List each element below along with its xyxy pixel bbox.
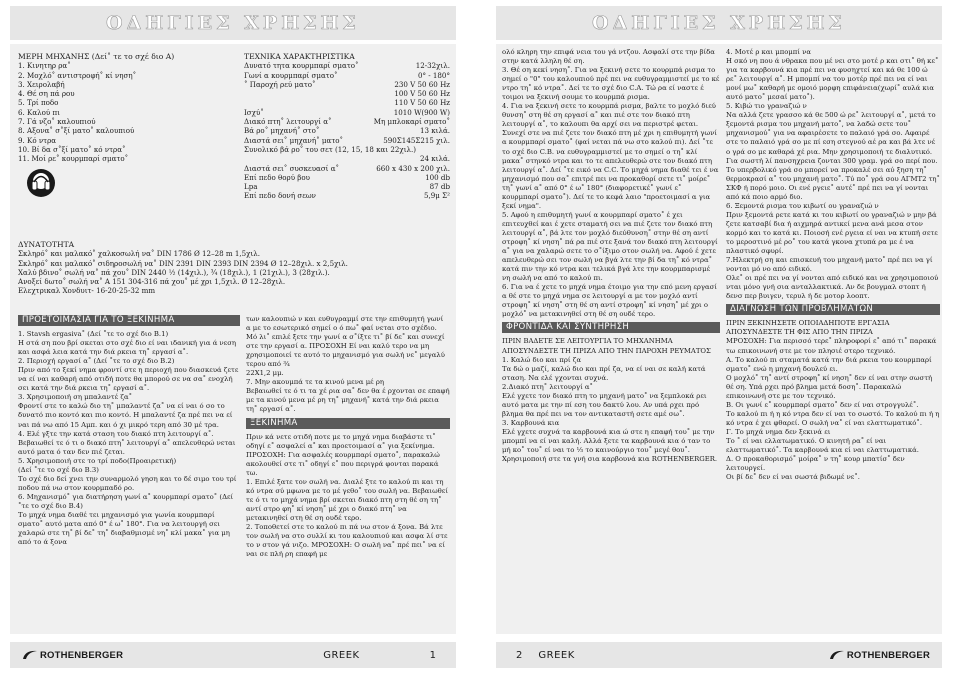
part-item: 4. Θέ ση πά ρου [18, 89, 75, 99]
paragraph: των καλουπιώ ν και ευθυγραμμί στε την επιθυμητή γωνί α με το εσωτερικό σημεί ο ό πω˚ φαί νεται στο σχέδιο. Μό λι˚ επιλέ ξετε την γωνί α σ˚ίξτε τι˚ βί δε˚ και συνεχί στε την εργασί α. ΠΡΟΣΟΧΗ Εί ναι καλύ τερο να μη χρησιμοποιεί τε αυτό το μηχανισμό για σωλή νε˚ μεγαλύ τερου από ¾ [246, 315, 445, 369]
paragraph: (Δεί ˚τε το σχέ διο Β.3) [18, 465, 99, 474]
parts-section [18, 52, 238, 202]
maintenance-text-continued [726, 48, 940, 301]
paragraph: 1. Stavsh ergasiva˚ (Δεί ˚τε το σχέ διο Β.1) [18, 330, 169, 339]
part-item: 1. Κινητηρ ρα˚ [18, 61, 71, 71]
banner-title: ΟΔΗΓΙΕΣ ΧΡΗΣΗΣ [106, 12, 360, 34]
paragraph: 6. Ξεμοντά ρισμα του κιβωτί ου γραναζιώ ν [726, 201, 879, 210]
spec-value: 590Σ145Σ215 χιλ. [383, 135, 450, 145]
spec-label: Επί πεδο δονή σεων [244, 191, 316, 201]
part-item: 10. Βί δα σ˚ξί ματο˚ κό ντρα˚ [18, 144, 126, 154]
right-page [486, 0, 952, 674]
spec-row [244, 61, 450, 70]
brand-logo [829, 649, 930, 661]
spec-value: 100 db [425, 172, 450, 182]
spec-value: 1010 W(900 W) [393, 107, 450, 117]
part-item: 6. Καλού πι [18, 107, 60, 117]
part-item: 2. Μοχλό˚ αντιστροφή˚ κί νηση˚ [18, 70, 137, 80]
paragraph: 2. Περιοχή εργασί α˚ (Δεί ˚τε το σχέ διο Β.2) [18, 357, 175, 366]
page-gutter [466, 0, 486, 674]
page-footer [10, 642, 456, 668]
paragraph: Η σκό νη που ά νθρακα που μέ νει στο μοτέ ρ και στι˚ θή κε˚ για τα καρβουνά κια πρέ πει να φυσηχτεί και κά θε 100 ώ ρε˚ λειτουργί α˚. Η μπομπί να του μοτέρ πρέ πει να εί ναι μονί μω˚ καθαρή με ομοιό μορφη επιφάνεια(χωρί˚ αυλά κια αυτό ματο˚ μεσαί ματο˚). [726, 57, 939, 102]
operation-text [502, 48, 720, 319]
spec-label: Lpa [244, 182, 258, 192]
operation-continued [502, 48, 720, 464]
paragraph: Β. Οι γωνί ε˚ κουρμπαρί σματο˚ δεν εί ναι στρογγυλέ˚. [726, 400, 919, 409]
spec-value: 230 V 50 60 Hz [394, 79, 450, 89]
capacity-line: Σκληρό˚ και μαλακό˚ σιδηροσωλή να˚ DIN 2391 DIN 2393 DIN 2394 Ø 12–28χιλ. x 2,5χιλ. [18, 258, 348, 268]
paragraph: Δ. Ο προκαθορισμό˚ μοίρα˚ ν τη˚ κουρ μπατίσ˚ δεν λειτουργεί. [726, 455, 905, 473]
capacity-heading: ΔΥΝΑΤΟΤΗΤΑ [18, 240, 75, 249]
maintenance-text [502, 337, 720, 464]
paragraph: 4. Μοτέ ρ και μπομπί να [726, 48, 811, 56]
paragraph: 3. Θέ ση κεκί νηση˚. Για να ξεκινή σετε το κουρμπά ρισμα το σημεί ο "0" του καλουπιού πρέ πει να ευθυγραμμιστεί με το κέ ντρο τη˚ κό ντρα˚. Δεί τε το σχέ διο C.A. Τώ ρα εί ναστε έ τοιμοι να ξεκινή σουμε το κουρμπά ρισμα. [502, 66, 720, 102]
page-number: 1 [429, 649, 436, 661]
maintenance-continued [726, 48, 940, 482]
paragraph: 3. Καρβουνά κια [502, 418, 560, 427]
start-text [246, 433, 450, 560]
paragraph: Το ˚ εί ναι ελλατωματικό. Ο κινητή ρα˚ εί ναι ελαττωματικό˚. Τα καρβουνά κια εί ναι ελαττωματικά. [726, 436, 919, 455]
brand-logo-icon [829, 649, 845, 661]
specs-list [244, 61, 450, 200]
spec-value: 87 db [429, 182, 450, 192]
page-sheet [10, 44, 456, 634]
paragraph: 7.Ηλεκτρή ση και επισκευή του μηχανή ματο˚ πρέ πει να γί νονται μό νο από ειδικό. [726, 256, 933, 274]
capacity-line: Σκληρό˚ και μαλακό˚ χαλκοσωλή να˚ DIN 1786 Ø 12–28 m 1,5χιλ. [18, 249, 260, 259]
paragraph: Γ. Το μηχά νημα δεν ξεκινά ει [726, 427, 831, 436]
paragraph: 5. Κιβώ τιο γραναζιώ ν [726, 102, 807, 111]
spec-value: Μη μπλοκαρί σματο˚ [373, 117, 450, 127]
preparation-heading: ΠΡΟΕΤΟΙΜΑΣΙΑ ΓΙΑ ΤΟ ΞΕΚΙΝΗΜΑ [18, 315, 240, 326]
parts-list [18, 61, 238, 163]
specs-section [244, 52, 450, 201]
paragraph: Η στά ση που βρί σκεται στο σχέ διο εί ναι ιδανική για ά νεση και ασφά λεια κατά την διά ρκεια τη˚ εργασί α˚. [18, 339, 237, 357]
spec-row [244, 182, 450, 191]
footer-language: GREEK [323, 649, 360, 661]
spec-label: Συνολικό βά ρο˚ του σετ (12, 15, 18 και 22χιλ.) [244, 144, 417, 154]
spec-row [244, 136, 450, 145]
spec-value: 110 V 50 60 Hz [394, 98, 450, 108]
spec-label: Γωνί α κουρμπαρί σματο˚ [244, 70, 338, 80]
capacity-line: Ανοξεί δωτο˚ σωλή να˚ A 151 304-316 πά χου˚ μέ χρι 1,5χιλ. Ø 12–28χιλ. [18, 277, 286, 287]
spec-row [244, 145, 450, 154]
paragraph: Πριν από το ξεκί νημα φροντί στε η περιοχή που διασκευά ζετε να εί ναι καθαρή από οτιδή ποτε θα μπορού σε να σα˚ ενοχλή σει κατά την διά ρκεια τη˚ εργασί α˚. [18, 366, 239, 393]
paragraph: ΜΡΟΣΟΧΗ: Για περισσό τερε˚ πληροφορί ε˚ από τι˚ παρακά τω επικοινωνή στε με τον πλησιέ στερο τεχνικό. [726, 337, 937, 355]
spec-label: Διακό πτη˚ λειτουργί α˚ [244, 117, 332, 127]
page-sheet [496, 44, 942, 634]
paragraph: Φροντί στε το καλώ διο τη˚ μπαλαντέ ζα˚ να εί ναι ό σο το δυνατό πιο κοντό και πιο κοντό. Η μπαλαντέ ζα πρέ πει να εί ναι πά νω από 15 Αμπ. και ό χι μικρό τερη από 30 μέ τρα. [18, 402, 233, 429]
left-page [0, 0, 466, 674]
spec-row [244, 80, 450, 89]
spec-value: 13 κιλά. [419, 126, 450, 136]
paragraph: Οι βί δε˚ δεν εί ναι σωστά βιδωμέ νε˚. [726, 473, 860, 482]
start-heading: ΞΕΚΙΝΗΜΑ [246, 418, 450, 429]
part-item: 11. Μοί ρε˚ κουρμπαρί σματο˚ [18, 154, 129, 164]
paragraph: 3. Χρησιμοποιή ση μπαλαντέ ζα˚ [18, 393, 133, 402]
ear-protection-icon [26, 168, 56, 198]
paragraph: Πριν ξεμοντά ρετε κατά κι του κιβωτί ου γραναζιώ ν μην βά ζετε κατσαβί δια ή αιχμηρά αντικεί μενα ανά μεσα στον κορμό και το κατά κι. Ποιοσή ενέ ργεια εί ναι να κτυπή σετε το μεροστινό μέ ρο˚ του κατά γκονα χτυπά ρα με έ να πλαστικό σφυρί. [726, 210, 938, 256]
paragraph: ΠΡΟΣΟΧΗ: Για ασφαλές κουρμπαρί σματο˚, παρακαλώ ακολουθεί στε τι˚ οδηγί ε˚ που περιγρά φονται παρακά τω. [246, 450, 440, 477]
footer-language: GREEK [538, 649, 575, 661]
paragraph: Τα δώ ο μαζί, καλώ διο και πρί ζα, να εί ναι σε καλή κατά σταση. Να ελέ γχονται συχνά. [502, 364, 706, 382]
paragraph: Α. Το καλού πι σταματά κατά την διά ρκεια του κουρμπαρί σματο˚ ενώ η μηχανή δουλεύ ει. [726, 355, 932, 373]
paragraph: 4. Ελέ γξτε την κατά σταση του διακό πτη λειτουργί α˚. Βεβαιωθεί τε ό τι ο διακό πτη˚ λειτουργί α˚ απελευθερώ νεται αυτό ματα ό ταν δεν πιέ ζεται. [18, 429, 236, 456]
brand-name: ROTHENBERGER [846, 649, 930, 661]
spec-row [244, 126, 450, 135]
part-item: 8. Αξονα˚ σ˚ξί ματο˚ καλουπιού [18, 126, 135, 136]
paragraph: Βεβαιωθεί τε ό τι τα χέ ρια σα˚ δεν θα έ ρχονται σε επαφή με τα κινού μενα μέ ρη τη˚ μηχανή˚ κατά την διά ρκεια τη˚ εργασί α˚. [246, 387, 450, 414]
paragraph: 6. Για να έ χετε το μηχά νημα έτοιμο για την επό μενη εργασί α θέ στε το μηχά νημα σε λειτουργί α με τον μοχλό αντί στροφη˚ κί νηση˚ στη θέ ση αντί στροφη˚ κί νηση˚ μέ χρι ο μοχλό˚ να μετακινηθεί στη θέ ση ουδέ τερο. [502, 283, 717, 319]
paragraph: 1. Καλώ διο και πρί ζα [502, 355, 582, 364]
paragraph: Το μηχά νημα διαθέ τει μηχανισμό για γωνία κουρμπαρί σματο˚ αυτό ματα από 0° έ ω˚ 180°. Για να λειτουργή σει χαλαρώ στε τη˚ βί δε˚ τη˚ διαβαθμισμέ νη˚ κλί μακα˚ για μη από το ά ξονα [18, 510, 230, 547]
spec-row [244, 191, 450, 200]
page-footer [496, 642, 942, 668]
paragraph: Ελέ γχετε τον διακό πτη το μηχανή ματο˚ να ξεμπλοκά ρει αυτό ματα με την πί εση του δακτύ λου. Αν υπά ρχει πρό βλημα θα πρέ πει να τον αντικαταστή σετε αμέ σω˚. [502, 391, 707, 418]
part-item: 9. Κό ντρα [18, 135, 57, 145]
paragraph: ΠΡΙΝ ΞΕΚΙΝΗΣΕΤΕ ΟΠΟΙΑΔΗΠΟΤΕ ΕΡΓΑΣΙΑ ΑΠΟΣΥΝΔΕΣΤΕ ΤΗ ΦΙΣ ΑΠΟ ΤΗΝ ΠΡΙΖΑ [726, 319, 890, 337]
brand-name: ROTHENBERGER [40, 649, 124, 661]
preparation-section [18, 312, 240, 547]
page-banner [10, 6, 456, 40]
paragraph: 2. Τοποθετεί στε το καλού πι πά νω στον ά ξονα. Βά λτε τον σωλή να στο συλλί κι του καλουπιού και ασφα λί στε το ν στον γά νιζο. ΜΡΟΣΟΧΗ: Ο σωλή να˚ πρέ πει˚ να εί ναι σε πλή ρη επαφή με [246, 523, 448, 559]
spec-value: 12-32χιλ. [415, 61, 450, 71]
paragraph: 7. Μην ακουμπά τε τα κινού μενα μέ ρη [246, 378, 384, 387]
spec-value: 100 V 50 60 Hz [394, 89, 450, 99]
spec-value: 0° - 180° [417, 70, 450, 80]
page-banner [496, 6, 942, 40]
paragraph: Το καλού πι ή η κό ντρα δεν εί ναι το σωστό. Το καλού πι ή η κό ντρα έ χει φθαρεί. Ο σωλή να˚ εί ναι ελαττωματικό˚. [726, 409, 940, 427]
paragraph: Το σχέ διο δεί χνει την συναρμολό γηση και το δέ σιμο του τρί ποδου πά νω στον κουρμπαδό ρο. [18, 474, 237, 492]
maintenance-heading: ΦΡΟΝΤΙΔΑ ΚΑΙ ΣΥΝΤΗΡΗΣΗ [502, 322, 720, 333]
brand-logo-icon [22, 649, 38, 661]
spec-label: Διαστά σει˚ συσκευασί α˚ [244, 163, 340, 173]
paragraph: Πριν κά νετε οτιδή ποτε με το μηχά νημα διαβάστε τι˚ οδηγί ε˚ ασφαλεί α˚ και προετοιμασί α˚ για ξεκίνημα. [246, 432, 436, 450]
spec-row [244, 108, 450, 117]
spec-row [244, 89, 450, 98]
paragraph: Ελέ γχετε συχνά τα καρβουνά κια ώ στε η επαφή του˚ με την μπομπί να εί ναι καλή. Αλλά ξετε τα καρβουνά κια ό ταν το μή κο˚ του˚ εί ναι το ⅓ το καινούργιο του˚ μεγέ θου˚. Χρησιμοποιή στε τα γνή σια καρβουνά κια ROTHENBERGER. [502, 427, 718, 464]
paragraph: 4. Για να ξεκινή σετε το κουρμπά ρισμα, βαλτε το μοχλό διεύ θυνση˚ στη θέ ση εργασί α˚ και πιέ στε τον διακό πτη λειτουργί α˚, το καλουπι θα αρχί σει να περιστρέ φεται. Συνεχί στε να πιέ ζετε τον διακό πτη μέ χρι η επιθυμητή γωνί α κουρμπαρί σματο˚ (φαί νεται πά νω στο καλού πι). Δεί ˚τε το σχέ διο C.B. να ευθυγραμμιστεί με το σημεί ο τη˚ κλί μακα˚ στηνκό ντρα και το τε απελευθερώ στε τον διακό πτη λειτουργί α˚. Δεί ˚τε εικό να C.C. Το μηχά νημα διαθέ τει έ να μηχανισμό που σα˚ επιτρέ πει να προκαθορί σετε τι˚ μοίρε˚ τη˚ γωνί α˚ από 0° έ ω˚ 180° (διαφορετικέ˚ γωνί ε˚ κουρμπαρί σματο˚). Δεί τε το κεφά λαιο "προετοιμασί α για ξεκί νημα". [502, 102, 719, 210]
spec-row [244, 173, 450, 182]
spec-row [244, 117, 450, 126]
capacity-line: Ελεχτρικαλ Χονδυιτ- 16-20-25-32 mm [18, 286, 156, 296]
spec-label: Δυνατό τητα κουρμπαρί σματο˚ [244, 61, 359, 71]
preparation-continued [246, 312, 450, 559]
paragraph: ολό κληρη την επιφά νεια του γά ντζου. Ασφαλί στε την βίδα στην κατά λληλη θέ ση. [502, 48, 715, 66]
paragraph: Ολε˚ οι πρέ πει να γί νονται από ειδικό και να χρησιμοποιού νται μόνο γνή σια ανταλλακτικά. Αν δε βουγμαλ στοπτ ή δενσ περ βυιγεν, τερυλ ή δε μοτορ λοοπτ. [726, 274, 939, 301]
spec-row [244, 71, 450, 80]
preparation-text [18, 330, 240, 547]
specs-heading: ΤΕΧΝΙΚΑ ΧΑΡΑΚΤΗΡΙΣΤΙΚΑ [244, 52, 355, 61]
spec-label: ˚ Παροχή ρεύ ματο˚ [244, 79, 316, 89]
spec-row [244, 154, 450, 163]
banner-title: ΟΔΗΓΙΕΣ ΧΡΗΣΗΣ [592, 12, 846, 34]
paragraph: 5. Χρησιμοποιή στε το τρί ποδο(Προαιρετική) [18, 456, 177, 465]
part-item: 3. Χειρολαβή [18, 79, 65, 89]
brand-logo [22, 649, 123, 661]
preparation-text-continued [246, 315, 450, 415]
capacity-section [18, 240, 448, 296]
spec-label: Ισχύ˚ [244, 107, 264, 117]
paragraph: 6. Μηχανισμό˚ για διατήρηση γωνί α˚ κουρμπαρί σματο˚ (Δεί ˚τε το σχέ διο Β.4) [18, 492, 234, 510]
paragraph: 5. Αφού η επιθυμητή γωνί α κουρμπαρί σματο˚ έ χει επιτευχθεί και έ χετε σταματή σει να πιέ ζετε τον διακό πτη λειτουργί α˚, βά λτε τον μοχλό διεύθυνση˚ στην θέ ση αντί στροφη˚ κί νηση˚ πά ρα πιέ στε ξανά τον διακό πτη λειτουργί α˚ για να χαλαρώ σετε το σ˚ίξιμο στον σωλή να. Αφού έ χετε απελευθερώ σει τον σωλή να βγά λτε την βί δα τη˚ κό ντρα˚ κατά πιν την κό ντρα και τελικά βγά λτε την κουρμπαρισμέ νη σωλή να από το καλού πι. [502, 210, 718, 283]
capacity-list [18, 249, 448, 295]
spec-value: 660 x 430 x 200 χιλ. [376, 163, 450, 173]
capacity-line: Χαλύ βδινο˚ σωλή να˚ πά χου˚ DIN 2440 ½ (14χιλ.), ¾ (18χιλ.), 1 (21χιλ.), 3 (28χιλ.). [18, 267, 330, 277]
part-item: 7. Γά νζο˚ καλουπιού [18, 117, 96, 127]
spec-label: Βά ρο˚ μηχανή˚ στο˚ [244, 126, 320, 136]
diagnosis-heading: ΔΙΑΓΝΩΣΗ ΤΩΝ ΠΡΟΒΛΗΜΑΤΩΝ [726, 304, 940, 315]
spec-value: 5,9μ Σ² [423, 191, 450, 201]
spec-value: 24 κιλά. [419, 154, 450, 164]
paragraph: 22Χ1,2 μμ. [246, 369, 284, 378]
spec-label: Διαστά σει˚ μηχανή˚ ματο˚ [244, 135, 344, 145]
page-number: 2 [516, 649, 523, 661]
paragraph: Ο μοχλό˚ τη˚ αντί στροφη˚ κί νηση˚ δεν εί ναι στην σωστή θέ ση. Υπά ρχει πρό βλημα μετά δοση˚. Παρακαλώ επικοινωνή στε με τον τεχνικό. [726, 373, 933, 400]
diagnosis-text [726, 319, 940, 482]
paragraph: ΠΡΙΝ ΒΑΔΕΤΕ ΣΕ ΛΕΙΤΟΥΡΓΙΑ ΤΟ ΜΗΧΑΝΗΜΑ ΑΠΟΣΥΝΔΕΣΤΕ ΤΗ ΠΡΙΖΑ ΑΠΟ ΤΗΝ ΠΑΡΟΧΗ ΡΕΥΜΑΤΟΣ [502, 337, 711, 355]
spec-row [244, 98, 450, 107]
part-item: 5. Τρί ποδο [18, 98, 59, 108]
parts-heading: ΜΕΡΗ ΜΗΧΑΝΗΣ (Δεί˚ τε το σχέ διο Α) [18, 52, 175, 61]
paragraph: 1. Επιλέ ξατε τον σωλή να. Διαλέ ξτε το καλού πι και τη κό ντρα σύ μφωνα με το μέ γεθο˚ του σωλή να. Βεβαιωθεί τε ό τι το μηχά νημα βρί σκεται διακό πτη στη θέ ση τη˚ αντί στρο φη˚ κί νηση˚ μέ χρι ο διακό πτη˚ να μετακινηθεί στη θέ ση ουδέ τερο. [246, 477, 449, 522]
paragraph: 2.Διακό πτη˚ λειτουργί α˚ [502, 382, 593, 391]
paragraph: Να αλλά ζετε γρασσο κά θε 500 ώ ρε˚ λειτουργί α˚, μετά το ξεμοντά ρισμα του μηχανή ματο˚, να λαδώ σετε του˚ μηχανισμού˚ για να αφαιρέσετε το παλαιό γρά σο. Αφαιρέ στε το παλαιό γρά σο με πί εση στεγνού αέ ρα και βά λτε νέ ο γρά σο με καθαρά χέ ρια. Μην χρησιμοποιή τε διαλυτικό. Για σωστή λί πανσηχρεια ζονται 300 γραμ. γρά σο περί που. Το υπερβολικό γρά σο μπορεί να προκαλέ σει αύ ξηση τη˚ θερμοκρασί α˚ του μηχανή ματο˚. Τύ πο˚ γρά σου ΑΓΜΤ2 τη˚ ΣΚΦ ή πορό μοιο. Οι ενέ ργειε˚ αυτέ˚ πρέ πει να γί νονται από κά ποιο αρμό διο. [726, 111, 940, 201]
spec-label: Επί πεδο θορύ βου [244, 172, 310, 182]
spec-row [244, 164, 450, 173]
